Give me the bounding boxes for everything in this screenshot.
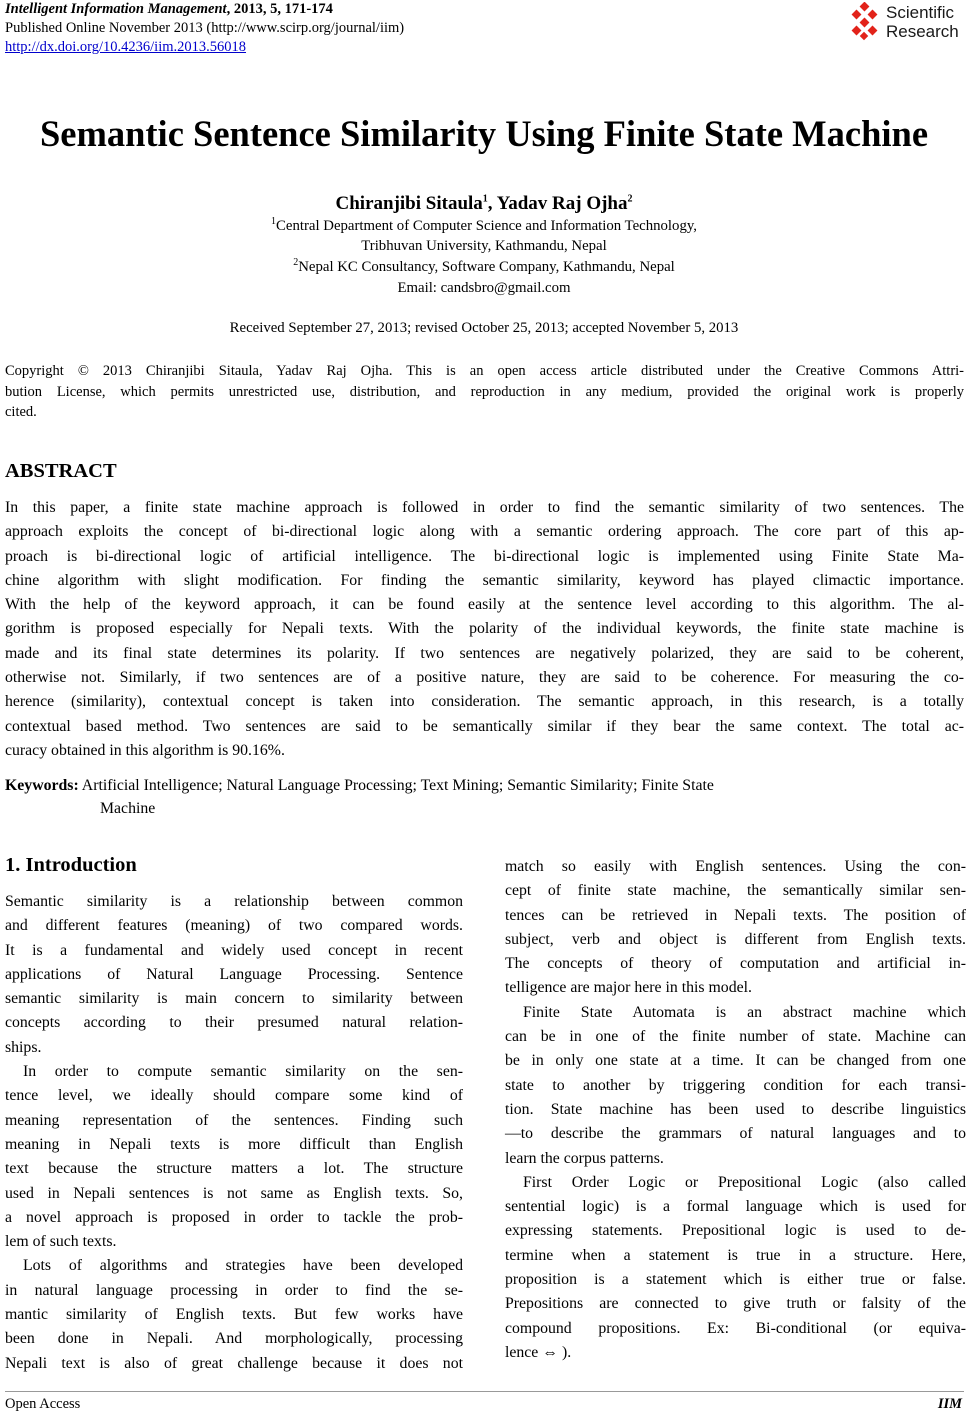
author-list xyxy=(0,193,968,215)
abstract-line: contextual based method. Two sentences are said to be semantically similar if they bear the same context. The total ac- xyxy=(5,717,964,735)
affiliation-1b: Tribhuvan University, Kathmandu, Nepal xyxy=(361,238,607,254)
body-text-line: lem of such texts. xyxy=(5,1233,117,1251)
section-heading-introduction: 1. Introduction xyxy=(5,854,137,876)
affiliation-1-text: Central Department of Computer Science and Information Technology, xyxy=(276,218,697,234)
body-text-line: Prepositions are connected to give truth or falsity of the xyxy=(505,1295,966,1313)
abstract-line: chine algorithm with slight modification. For finding the semantic similarity, keyword has played climactic importance. xyxy=(5,571,964,589)
body-text-line: state to another by triggering condition for each transi- xyxy=(505,1076,966,1094)
published-line: Published Online November 2013 (http://www.scirp.org/journal/iim) xyxy=(5,20,405,36)
keywords xyxy=(5,774,964,820)
body-text-line: In order to compute semantic similarity on the sen- xyxy=(23,1063,463,1081)
right-column xyxy=(505,855,966,1365)
affiliation-1-sup: 1 xyxy=(271,216,277,228)
body-text-line: been done in Nepali. And morphologically, processing xyxy=(5,1330,463,1348)
abstract-line: curacy obtained in this algorithm is 90.16%. xyxy=(5,741,285,759)
keywords-line2: Machine xyxy=(100,800,156,817)
abstract-line: gorithm is proposed especially for Nepali texts. With the polarity of the individual keywords, the finite state machine is xyxy=(5,620,964,638)
body-text-line: meaning representation of the sentences. Finding such xyxy=(5,1111,463,1129)
keywords-line1: Artificial Intelligence; Natural Language Processing; Text Mining; Semantic Similarity; Finite State xyxy=(81,777,714,794)
left-column xyxy=(5,890,463,1376)
body-text-line: learn the corpus patterns. xyxy=(505,1149,664,1167)
body-text-line: First Order Logic or Prepositional Logic (also called xyxy=(523,1173,966,1191)
footer-open-access: Open Access xyxy=(5,1396,81,1412)
author-2-name: Yadav Raj Ojha xyxy=(496,193,628,214)
footer-divider xyxy=(5,1391,964,1392)
body-text-line: match so easily with English sentences. Using the con- xyxy=(505,858,966,875)
body-text-line: It is a fundamental and widely used concept in recent xyxy=(5,941,463,959)
journal-header xyxy=(5,0,333,19)
keywords-label: Keywords: xyxy=(5,777,79,794)
body-text-line: tion. State machine has been used to describe linguistics xyxy=(505,1100,966,1118)
affiliation-1 xyxy=(0,216,968,236)
abstract-line: With the help of the keyword approach, it can be found easily at the sentence level according to this algorithm. The al- xyxy=(5,596,964,614)
body-text-line: tence level, we ideally should compare some kind of xyxy=(5,1087,463,1105)
abstract-line: otherwise not. Similarly, if two sentences are of a positive nature, they are said to be coherence. For measuring the co- xyxy=(5,669,964,687)
footer-journal-abbrev: IIM xyxy=(937,1396,962,1412)
logo-text-line2: Research xyxy=(886,22,959,41)
body-text-line: termine when a statement is true in a structure. Here, xyxy=(505,1246,966,1264)
affiliation-2 xyxy=(0,257,968,277)
body-text-line: be in only one state at a time. It can be changed from one xyxy=(505,1052,966,1070)
body-text-line: in natural language processing in order to find the se- xyxy=(5,1281,463,1299)
copyright-line: Copyright © 2013 Chiranjibi Sitaula, Yadav Raj Ojha. This is an open access article distributed under the Creative Commons Attri- xyxy=(5,363,964,379)
body-text-line: applications of Natural Language Processing. Sentence xyxy=(5,965,463,983)
abstract-line: approach exploits the concept of bi-directional logic along with a semantic ordering approach. The core part of this ap- xyxy=(5,523,964,541)
body-text-line: and different features (meaning) of two compared words. xyxy=(5,917,463,935)
body-text-line: compound propositions. Ex: Bi-conditional (or equiva- xyxy=(505,1319,966,1337)
affiliation-2-text: Nepal KC Consultancy, Software Company, Kathmandu, Nepal xyxy=(298,259,675,275)
logo-diamond-icon xyxy=(848,2,884,42)
abstract-heading: ABSTRACT xyxy=(5,460,117,482)
body-text-line: mantic similarity of English texts. But few works have xyxy=(5,1306,463,1324)
paper-title: Semantic Sentence Similarity Using Finite State Machine xyxy=(39,113,929,154)
body-text-line: expressing statements. Prepositional logic is used to de- xyxy=(505,1222,966,1240)
abstract-body xyxy=(5,496,964,763)
copyright-line: cited. xyxy=(5,404,37,420)
body-text-line: meaning in Nepali texts is more difficult than English xyxy=(5,1135,463,1153)
doi-link[interactable]: http://dx.doi.org/10.4236/iim.2013.56018 xyxy=(5,39,247,55)
body-text-line: semantic similarity is main concern to similarity between xyxy=(5,990,463,1008)
abstract-line: In this paper, a finite state machine approach is followed in order to find the semantic similarity of two sentences. The xyxy=(5,499,964,516)
journal-citation: , 2013, 5, 171-174 xyxy=(226,1,333,17)
author-email: Email: candsbro@gmail.com xyxy=(397,280,571,296)
body-text-line: can be in one of the finite number of state. Machine can xyxy=(505,1028,966,1046)
body-text-line: Lots of algorithms and strategies have been developed xyxy=(23,1257,463,1275)
body-text-line: cept of finite state machine, the semantically similar sen- xyxy=(505,882,966,900)
received-dates: Received September 27, 2013; revised October 25, 2013; accepted November 5, 2013 xyxy=(229,320,739,336)
body-text-line: Semantic similarity is a relationship between common xyxy=(5,893,463,910)
body-text-line: used in Nepali sentences is not same as English texts. So, xyxy=(5,1184,463,1202)
body-text-line: Nepali text is also of great challenge because it does not xyxy=(5,1354,463,1372)
body-text-line: proposition is a statement which is either true or false. xyxy=(505,1271,966,1289)
author-1-name: Chiranjibi Sitaula xyxy=(335,193,483,214)
journal-name: Intelligent Information Management xyxy=(5,1,227,17)
author-2-sup: 2 xyxy=(627,193,633,205)
abstract-line: herence (similarity), contextual concept is taken into consideration. The semantic approach, in this research, is a totally xyxy=(5,693,964,711)
body-text-line: The concepts of theory of computation and artificial in- xyxy=(505,955,966,973)
body-text-line: concepts according to their presumed natural relation- xyxy=(5,1014,463,1032)
affiliation-2-sup: 2 xyxy=(293,257,299,269)
logo-text-line1: Scientific xyxy=(886,3,955,22)
body-text-line: sentential logic) is a formal language which is used for xyxy=(505,1198,966,1216)
abstract-line: proach is bi-directional logic of artificial intelligence. The bi-directional logic is implemented using Finite State Ma- xyxy=(5,547,964,565)
body-text-line: lence ⇔ ). xyxy=(505,1343,572,1361)
author-separator: , xyxy=(487,193,497,214)
body-text-line: ships. xyxy=(5,1038,42,1056)
scientific-research-logo xyxy=(848,2,966,42)
body-text-line: subject, verb and object is different from English texts. xyxy=(505,930,966,948)
body-text-line: text because the structure matters a lot. The structure xyxy=(5,1160,463,1178)
copyright-notice xyxy=(5,361,964,423)
body-text-line: telligence are major here in this model. xyxy=(505,979,752,997)
abstract-line: made and its final state determines its polarity. If two sentences are negatively polarized, they are said to be coherent, xyxy=(5,644,964,662)
body-text-line: tences can be retrieved in Nepali texts. The position of xyxy=(505,906,966,924)
author-1-sup: 1 xyxy=(482,193,488,205)
body-text-line: a novel approach is proposed in order to tackle the prob- xyxy=(5,1208,463,1226)
copyright-line: bution License, which permits unrestricted use, distribution, and reproduction in any medium, provided the original work is properly xyxy=(5,383,964,400)
body-text-line: Finite State Automata is an abstract machine which xyxy=(523,1003,966,1021)
body-text-line: —to describe the grammars of natural languages and to xyxy=(505,1125,966,1143)
